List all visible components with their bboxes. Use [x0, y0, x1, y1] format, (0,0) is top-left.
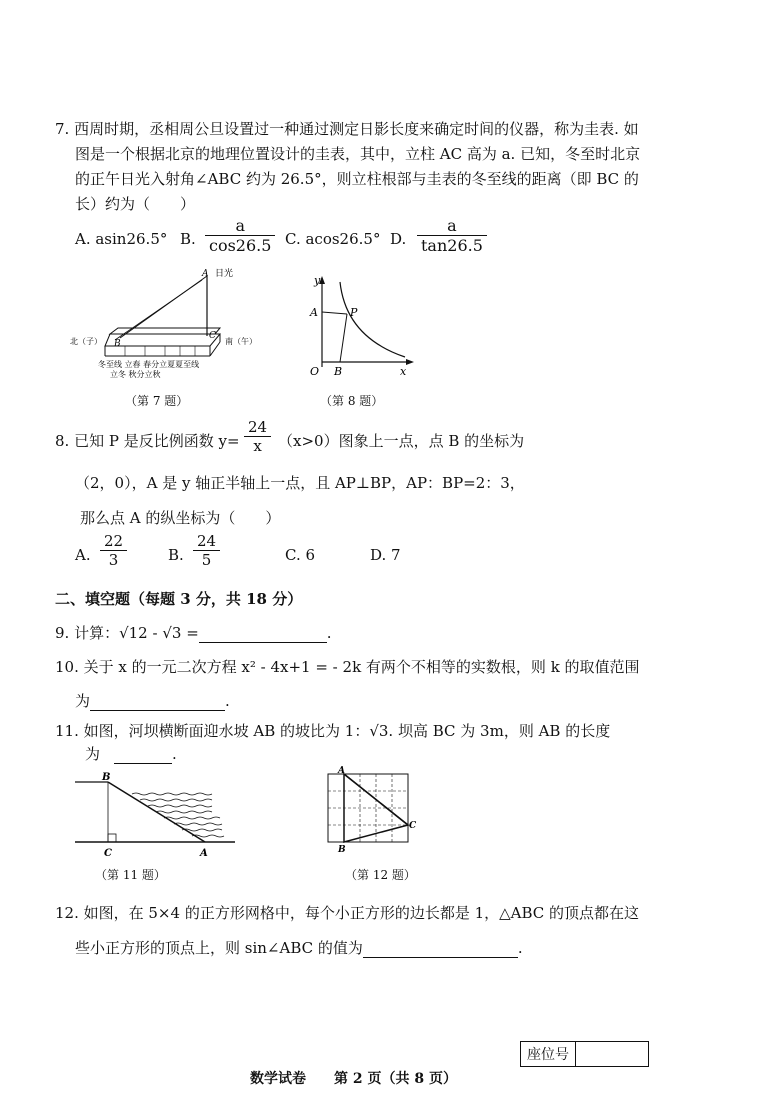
q10-text: 为: [75, 692, 91, 710]
q8-fraction-denominator: x: [253, 437, 262, 455]
q11-label-b: B: [102, 772, 111, 783]
q12-label-c: C: [409, 821, 417, 831]
q7-option-b-label: B.: [180, 230, 196, 248]
q8-option-b-numerator: 24: [197, 532, 217, 550]
q8-option-b-fraction: [193, 532, 220, 569]
q9-text: 9. 计算：√12 - √3 =: [55, 624, 199, 642]
q11-figure: [70, 768, 240, 860]
q7-label-c: C: [209, 331, 216, 341]
q11-line-1: 11. 如图，河坝横断面迎水坡 AB 的坡比为 1：√3. 坝高 BC 为 3m，则 AB 的长度: [55, 722, 611, 740]
q12-caption: （第 12 题）: [345, 868, 416, 882]
q9-answer-blank[interactable]: [199, 624, 327, 643]
q7-option-a: A. asin26.5°: [75, 230, 168, 248]
q7-label-north: 北（子）: [70, 337, 102, 346]
q7-label-sun: 日光: [215, 269, 234, 279]
q12-label-b: B: [338, 845, 346, 854]
q8-option-d: D. 7: [370, 546, 401, 564]
q12-label-a: A: [338, 766, 345, 776]
q10-end: .: [225, 692, 230, 710]
q10-answer-blank[interactable]: [90, 692, 225, 711]
q7-option-c: C. acos26.5°: [285, 230, 381, 248]
q7-label-b: B: [114, 339, 121, 349]
q8-fraction: [244, 418, 271, 455]
q11-text: 为: [85, 745, 101, 763]
q7-label-south: 南（午）: [225, 337, 257, 346]
q9-end: .: [326, 624, 332, 642]
q8-label-p: P: [350, 306, 358, 319]
q7-option-b-numerator: a: [235, 216, 245, 235]
q7-line-1: 7. 西周时期，丞相周公旦设置过一种通过测定日影长度来确定时间的仪器，称为圭表. 如: [55, 120, 639, 138]
q7-line-4: 长）约为（ ）: [75, 195, 196, 213]
q8-line-2: （2，0），A 是 y 轴正半轴上一点，且 AP⊥BP，AP：BP=2：3，: [75, 474, 525, 492]
q8-label-a: A: [310, 306, 318, 319]
q8-option-b-denominator: 5: [201, 551, 212, 569]
q7-caption: （第 7 题）: [125, 394, 189, 408]
q8-option-a-fraction: [100, 532, 127, 569]
q8-option-a-label: A.: [75, 546, 91, 564]
q9-line: [55, 622, 332, 643]
q11-label-c: C: [104, 848, 112, 859]
q7-option-d-numerator: a: [447, 216, 457, 235]
seat-number-label: 座位号: [521, 1042, 576, 1066]
q8-fraction-numerator: 24: [248, 418, 268, 436]
q7-option-d-label: D.: [390, 230, 407, 248]
q7-option-b-fraction: [205, 216, 275, 255]
q8-caption: （第 8 题）: [320, 394, 384, 408]
q12-end: .: [517, 939, 523, 957]
q8-line-3: 那么点 A 的纵坐标为（ ）: [80, 509, 281, 527]
q11-line-2: [85, 743, 177, 764]
page-footer: 数学试卷 第 2 页（共 8 页）: [250, 1071, 457, 1087]
q7-line-3: 的正午日光入射角∠ABC 约为 26.5°，则立柱根部与圭表的冬至线的距离（即 BC 的: [75, 170, 639, 188]
q11-label-a: A: [200, 848, 208, 859]
q8-option-a-numerator: 22: [104, 532, 124, 550]
q10-line-2: [75, 690, 230, 711]
q7-figure: [70, 266, 270, 386]
q8-label-b: B: [334, 365, 343, 378]
q8-option-c: C. 6: [285, 546, 316, 564]
seat-number-field[interactable]: [576, 1042, 648, 1066]
q7-label-a: A: [202, 269, 209, 279]
q7-option-b-denominator: cos26.5: [209, 236, 272, 255]
q12-answer-blank[interactable]: [363, 939, 518, 958]
q7-option-d-denominator: tan26.5: [421, 236, 483, 255]
q12-line-2: [75, 937, 523, 958]
q11-end: .: [172, 745, 177, 763]
q8-option-a-denominator: 3: [108, 551, 119, 569]
q8-line-1-pre: 8. 已知 P 是反比例函数 y=: [55, 432, 240, 450]
q7-label-bottom-1: 冬至线 立春 春分立夏夏至线: [98, 360, 200, 369]
q8-line-1-post: （x>0）图象上一点，点 B 的坐标为: [278, 432, 525, 450]
q8-option-b-label: B.: [168, 546, 184, 564]
q7-line-2: 图是一个根据北京的地理位置设计的圭表，其中，立柱 AC 高为 a. 已知，冬至时北京: [75, 145, 641, 163]
q10-line-1: 10. 关于 x 的一元二次方程 x² - 4x+1 = - 2k 有两个不相等的实数根，则 k 的取值范围: [55, 658, 640, 676]
q8-label-x: x: [400, 365, 407, 378]
q8-label-o: O: [310, 365, 320, 378]
q8-figure: [300, 272, 420, 382]
q8-label-y: y: [314, 274, 321, 287]
q12-text: 些小正方形的顶点上，则 sin∠ABC 的值为: [75, 939, 363, 957]
q7-option-d-fraction: [417, 216, 487, 255]
seat-number-box: [520, 1041, 649, 1067]
q11-answer-blank[interactable]: [114, 745, 172, 764]
q12-figure: [318, 764, 418, 854]
q11-caption: （第 11 题）: [95, 868, 166, 882]
q7-label-bottom-2: 立冬 秋分立秋: [110, 370, 161, 379]
section-2-heading: 二、填空题（每题 3 分，共 18 分）: [55, 590, 303, 608]
q12-line-1: 12. 如图，在 5×4 的正方形网格中，每个小正方形的边长都是 1，△ABC 的顶点都在这: [55, 904, 640, 922]
